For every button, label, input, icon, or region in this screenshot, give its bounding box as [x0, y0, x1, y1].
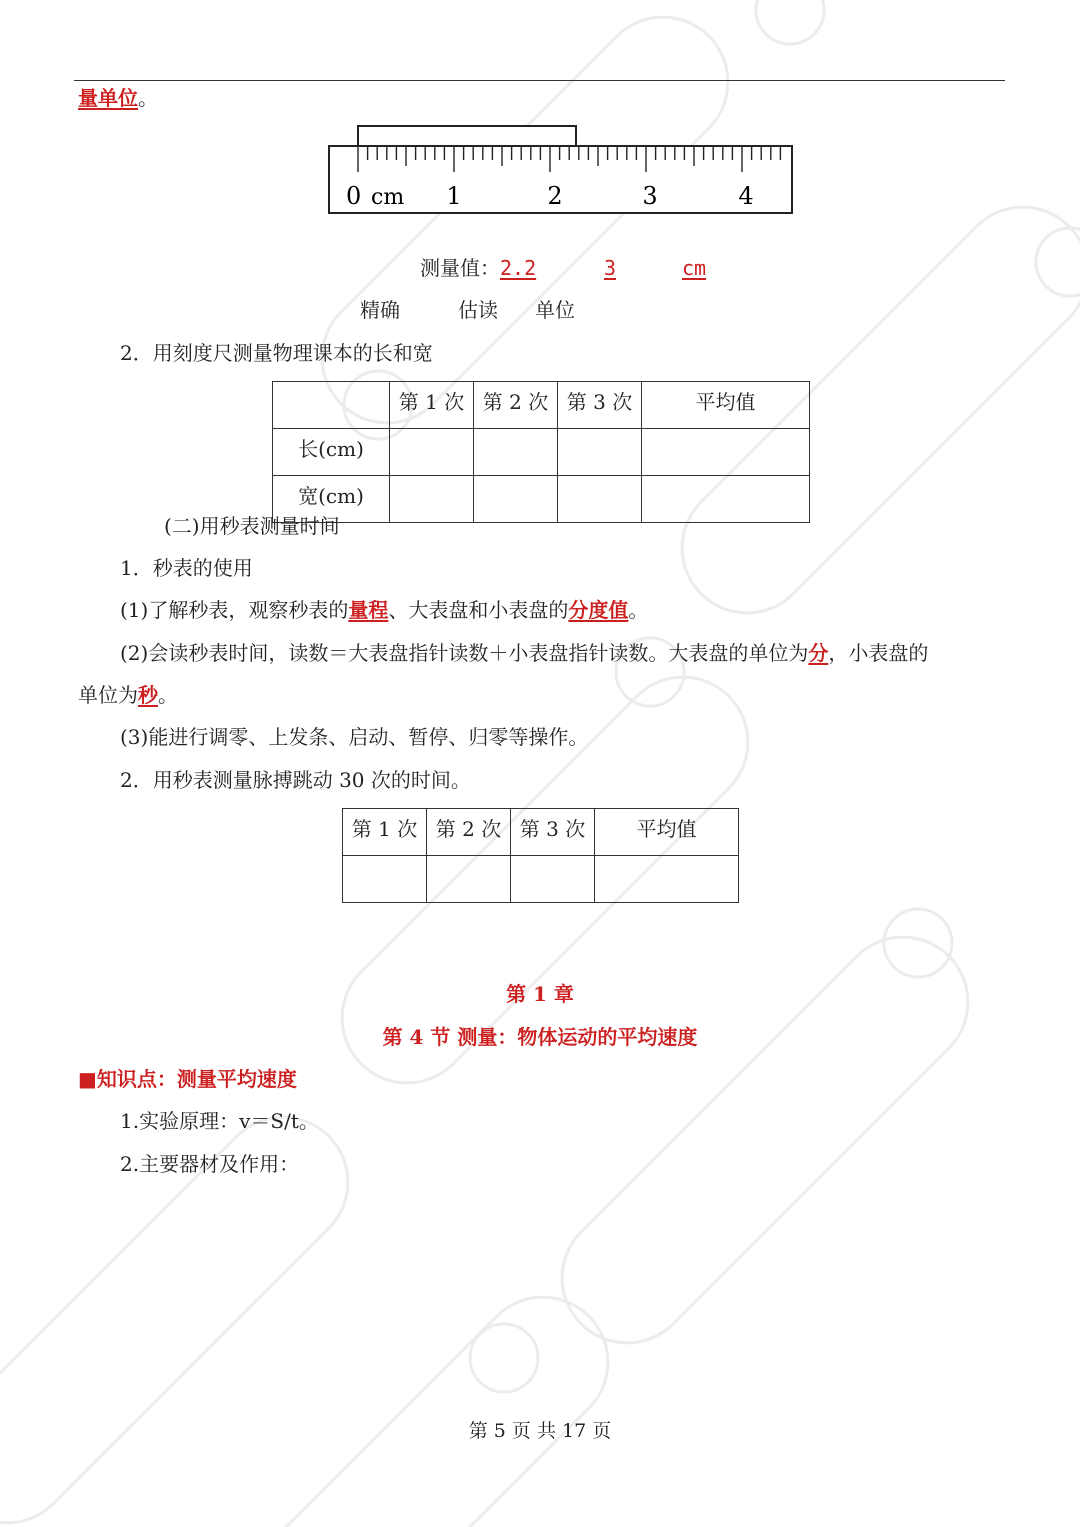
section-title: 第 4 节 测量：物体运动的平均速度 [382, 1025, 698, 1049]
continued-line [78, 86, 158, 110]
row-label: 宽(cm) [273, 476, 390, 523]
empty-cell [427, 856, 511, 903]
table-header-cell [273, 382, 390, 429]
table-header-cell: 平均值 [642, 382, 810, 429]
ruler-unit: cm [371, 185, 405, 210]
division-answer: 分度值 [568, 598, 629, 622]
table-header-row [343, 809, 739, 856]
second-answer: 秒 [138, 683, 158, 707]
table-row [343, 856, 739, 903]
ruler-label-3: 3 [642, 182, 658, 210]
stopwatch-heading: (二)用秒表测量时间 [164, 514, 340, 538]
caption-unit: 单位 [535, 298, 575, 322]
p1-text: (1)了解秒表，观察秒表的 [120, 598, 349, 622]
table-header-cell: 第 3 次 [558, 382, 642, 429]
empty-cell [595, 856, 739, 903]
measured-object [358, 126, 576, 146]
table-header-cell: 第 1 次 [343, 809, 427, 856]
estimate-value: 3 [604, 256, 617, 280]
stopwatch-item-2: 2．用秒表测量脉搏跳动 30 次的时间。 [120, 768, 471, 792]
table-header-cell: 第 1 次 [390, 382, 474, 429]
row-label: 长(cm) [273, 429, 390, 476]
empty-cell [343, 856, 427, 903]
ruler-label-0: 0 [346, 182, 362, 210]
empty-cell [474, 476, 558, 523]
table-row [273, 429, 810, 476]
empty-cell [390, 429, 474, 476]
stopwatch-p2-cont [78, 683, 178, 707]
page-number: 第 5 页 共 17 页 [468, 1420, 612, 1442]
stopwatch-p3: (3)能进行调零、上发条、启动、暂停、归零等操作。 [120, 725, 589, 749]
ruler-label-1: 1 [446, 182, 462, 210]
header-rule [74, 80, 1005, 81]
measurement-label: 测量值： [420, 256, 500, 280]
empty-cell [558, 476, 642, 523]
measurement-line [420, 256, 536, 280]
knowledge-point-heading: ■知识点：测量平均速度 [78, 1067, 297, 1091]
ruler-item-2: 2．用刻度尺测量物理课本的长和宽 [120, 341, 433, 365]
table-header-cell: 第 2 次 [474, 382, 558, 429]
p2-text: 单位为 [78, 683, 138, 707]
p1-text: 。 [628, 598, 649, 622]
empty-cell [642, 429, 810, 476]
table-row [273, 476, 810, 523]
table-header-cell: 第 3 次 [511, 809, 595, 856]
caption-precise: 精确 [360, 298, 400, 322]
p2-text: 。 [158, 683, 178, 707]
table-header-cell: 第 2 次 [427, 809, 511, 856]
ruler-label-4: 4 [738, 182, 754, 210]
pulse-time-table [342, 808, 739, 903]
chapter-title: 第 1 章 [506, 982, 574, 1006]
minute-answer: 分 [808, 641, 829, 665]
p2-text: (2)会读秒表时间，读数＝大表盘指针读数＋小表盘指针读数。大表盘的单位为 [120, 641, 809, 665]
principle-line: 1.实验原理：v＝S/t。 [120, 1109, 319, 1133]
empty-cell [474, 429, 558, 476]
unit-answer: 量单位 [78, 86, 138, 110]
p1-text: 、大表盘和小表盘的 [388, 598, 569, 622]
caption-estimate: 估读 [458, 298, 498, 322]
book-measure-table [272, 381, 810, 523]
p2-text: ，小表盘的 [828, 641, 929, 665]
empty-cell [511, 856, 595, 903]
stopwatch-item-1: 1．秒表的使用 [120, 556, 253, 580]
ruler-label-2: 2 [547, 182, 563, 210]
equipment-line: 2.主要器材及作用： [120, 1152, 300, 1176]
empty-cell [390, 476, 474, 523]
stopwatch-p1 [120, 598, 648, 622]
table-header-cell: 平均值 [595, 809, 739, 856]
empty-cell [642, 476, 810, 523]
unit-value: cm [682, 256, 707, 280]
stopwatch-p2 [120, 641, 928, 665]
precise-value: 2.2 [500, 256, 537, 280]
period: 。 [138, 86, 158, 110]
ruler-figure [326, 122, 796, 218]
range-answer: 量程 [348, 598, 389, 622]
empty-cell [558, 429, 642, 476]
table-header-row [273, 382, 810, 429]
